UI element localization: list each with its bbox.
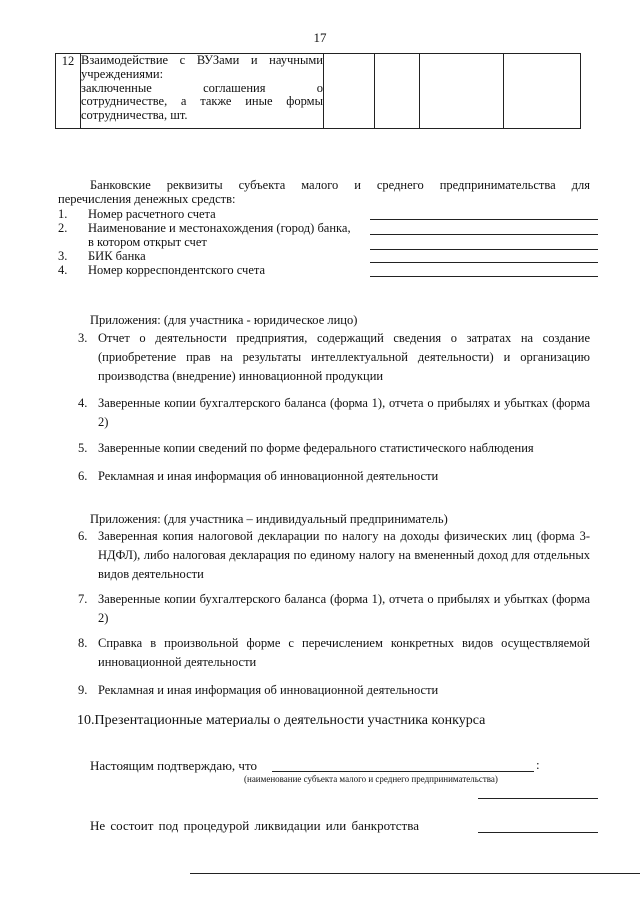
- row-line: учреждениями:: [81, 66, 164, 81]
- list-item: [78, 590, 590, 628]
- empty-cell: [375, 54, 420, 129]
- signature-line: [478, 798, 598, 799]
- row-line: сотрудничества, шт.: [81, 108, 188, 123]
- entity-name-caption: (наименование субъекта малого и среднего предпринимательства): [244, 774, 498, 784]
- item-text: Отчет о деятельности предприятия, содержащий сведения о затратах на создание (приобретение прав на результаты интеллектуальной деятельности) и организацию производства (внедрение) инновационной продукции: [98, 331, 590, 383]
- item-label: в котором открыт счет: [88, 235, 207, 249]
- fill-line: [370, 219, 598, 220]
- confirm-text: Настоящим подтверждаю, что: [90, 758, 257, 773]
- item-label: Номер расчетного счета: [88, 207, 216, 221]
- item-number: 9.: [78, 683, 88, 697]
- item-number: 4.: [58, 263, 68, 277]
- row-description: [81, 54, 324, 129]
- confirm-colon: :: [536, 757, 540, 772]
- fill-line: [370, 262, 598, 263]
- item-number: 4.: [78, 396, 88, 410]
- list-item: [78, 329, 590, 386]
- empty-cell: [324, 54, 375, 129]
- item-number: 8.: [78, 636, 88, 650]
- bank-intro: Банковские реквизиты субъекта малого и среднего предпринимательства для: [90, 178, 590, 192]
- row-line: заключенные соглашения о: [81, 80, 323, 95]
- item-text: Рекламная и иная информация об инновационной деятельности: [98, 683, 439, 697]
- list-item: [78, 467, 590, 486]
- item-label: Номер корреспондентского счета: [88, 263, 266, 277]
- item-number: 6.: [78, 529, 88, 543]
- individual-heading: Приложения: (для участника – индивидуальный предприниматель): [90, 512, 448, 526]
- fill-line: [370, 276, 598, 277]
- liquidation-statement: Не состоит под процедурой ликвидации или банкротства: [90, 818, 419, 833]
- item-text: Справка в произвольной форме с перечислением конкретных видов осуществляемой инновационной деятельности: [98, 636, 590, 669]
- item-text: Презентационные материалы о деятельности участника конкурса: [94, 713, 486, 728]
- item-label: Наименование и местонахождения (город) банка,: [88, 221, 351, 235]
- item-number: 5.: [78, 441, 88, 455]
- footer-rule: [190, 873, 640, 874]
- fill-line: [370, 234, 598, 235]
- fill-line: [370, 249, 598, 250]
- item-number: 7.: [78, 592, 88, 606]
- signature-line: [478, 832, 598, 833]
- item-number: 2.: [58, 221, 68, 235]
- empty-cell: [420, 54, 504, 129]
- row-line: сотрудничестве, а также иные формы: [81, 94, 323, 109]
- item-text: Рекламная и иная информация об инновационной деятельности: [98, 469, 439, 483]
- item-number: 3.: [58, 249, 68, 263]
- list-item: [78, 439, 590, 458]
- legal-heading: Приложения: (для участника - юридическое лицо): [90, 313, 358, 327]
- bank-intro-2: перечисления денежных средств:: [58, 192, 236, 206]
- row-line: Взаимодействие с ВУЗами и научными: [81, 53, 323, 67]
- list-item-10: [77, 711, 485, 730]
- list-item: [78, 527, 590, 584]
- item-number: 3.: [78, 331, 88, 345]
- item-number: 1.: [58, 207, 68, 221]
- item-text: Заверенные копии бухгалтерского баланса (форма 1), отчета о прибылях и убытках (форма 2): [98, 396, 590, 429]
- page-number: 17: [313, 30, 327, 45]
- list-item: [78, 681, 590, 700]
- list-item: [78, 394, 590, 432]
- empty-cell: [504, 54, 581, 129]
- item-number: 10.: [77, 713, 95, 728]
- item-number: 6.: [78, 469, 88, 483]
- row-number: 12: [56, 54, 81, 129]
- table-row: [56, 54, 581, 129]
- criteria-table: [55, 53, 581, 129]
- item-text: Заверенные копии сведений по форме федерального статистического наблюдения: [98, 441, 534, 455]
- entity-name-line: [272, 771, 534, 772]
- list-item: [78, 634, 590, 672]
- item-text: Заверенная копия налоговой декларации по налогу на доходы физических лиц (форма 3-НДФЛ), либо налоговая декларация по единому налогу на вмененный доход для отдельных видов деятельности: [98, 529, 590, 581]
- item-text: Заверенные копии бухгалтерского баланса (форма 1), отчета о прибылях и убытках (форма 2): [98, 592, 590, 625]
- item-label: БИК банка: [88, 249, 146, 263]
